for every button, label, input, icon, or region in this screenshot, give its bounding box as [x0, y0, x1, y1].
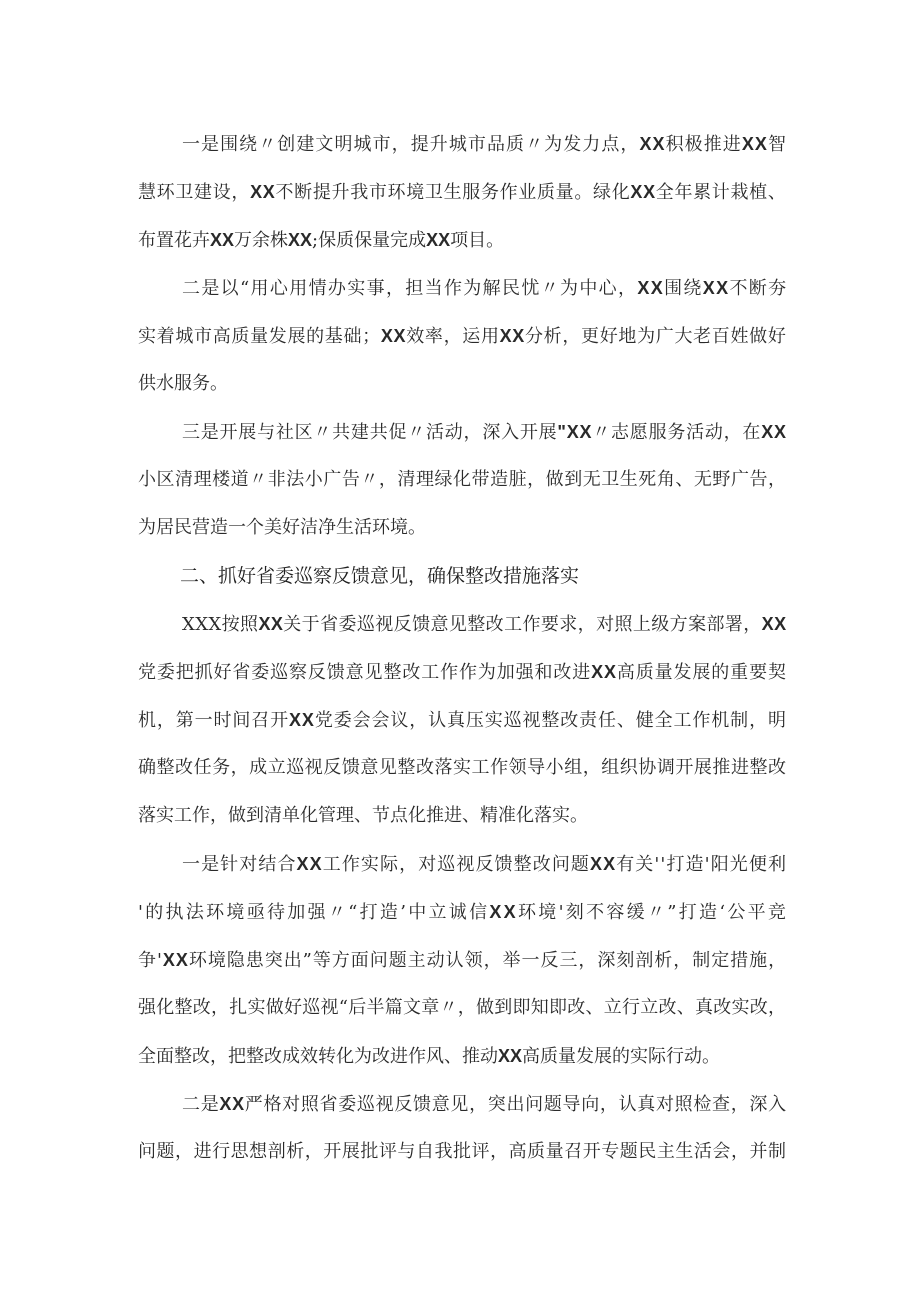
paragraph-5-line-1: 一是针对结合XX工作实际，对巡视反馈整改问题XX有关''打造'阳光便利: [182, 854, 788, 875]
paragraph-1-line-3: 布置花卉XX万余株XX;保质保量完成XX项目。: [138, 230, 505, 251]
paragraph-3-line-2: 小区清理楼道〃非法小广告〃，清理绿化带造脏，做到无卫生死角、无野广告，: [138, 469, 787, 490]
paragraph-4-line-4: 确整改任务，成立巡视反馈意见整改落实工作领导小组，组织协调开展推进整改: [138, 757, 787, 778]
paragraph-5-line-4: 强化整改，扎实做好巡视“后半篇文章〃，做到即知即改、立行立改、真改实改，: [138, 997, 787, 1018]
paragraph-4-line-3: 机，第一时间召开XX党委会会议，认真压实巡视整改责任、健全工作机制，明: [138, 710, 787, 731]
paragraph-5-line-2: '的执法环境亟待加强〃“打造’中立诚信XX环境'刻不容缓〃”打造‘公平竞: [138, 902, 789, 923]
paragraph-5-line-5: 全面整改，把整改成效转化为改进作风、推动XX高质量发展的实际行动。: [138, 1046, 721, 1067]
paragraph-4-line-5: 落实工作，做到清单化管理、节点化推进、精准化落实。: [138, 805, 588, 826]
paragraph-1-line-2: 慧环卫建设，XX不断提升我市环境卫生服务作业质量。绿化XX全年累计栽植、: [138, 182, 787, 203]
paragraph-4-line-1: XXX按照XX关于省委巡视反馈意见整改工作要求，对照上级方案部署，XX: [182, 614, 787, 635]
paragraph-6-line-1: 二是XX严格对照省委巡视反馈意见，突出问题导向，认真对照检查，深入: [182, 1094, 787, 1115]
paragraph-2-line-2: 实着城市高质量发展的基础；XX效率，运用XX分析，更好地为广大老百姓做好: [138, 326, 787, 347]
paragraph-3-line-1: 三是开展与社区〃共建共促〃活动，深入开展"XX〃志愿服务活动，在XX: [182, 422, 787, 443]
paragraph-1-line-1: 一是围绕〃创建文明城市，提升城市品质〃为发力点，XX积极推进XX智: [182, 134, 788, 155]
paragraph-6-line-2: 问题，进行思想剖析，开展批评与自我批评，高质量召开专题民主生活会，并制: [138, 1141, 787, 1162]
paragraph-5-line-3: 争'XX环境隐患突出”等方面问题主动认领，举一反三，深刻剖析，制定措施，: [138, 950, 788, 971]
paragraph-2-line-3: 供水服务。: [138, 373, 228, 394]
paragraph-2-line-1: 二是以“用心用情办实事，担当作为解民忧〃为中心，XX围绕XX不断夯: [182, 278, 788, 299]
paragraph-3-line-3: 为居民营造一个美好洁净生活环境。: [138, 517, 426, 538]
section-heading: 二、抓好省委巡察反馈意见，确保整改措施落实: [180, 565, 580, 587]
paragraph-4-line-2: 党委把抓好省委巡察反馈意见整改工作作为加强和改进XX高质量发展的重要契: [138, 662, 787, 683]
